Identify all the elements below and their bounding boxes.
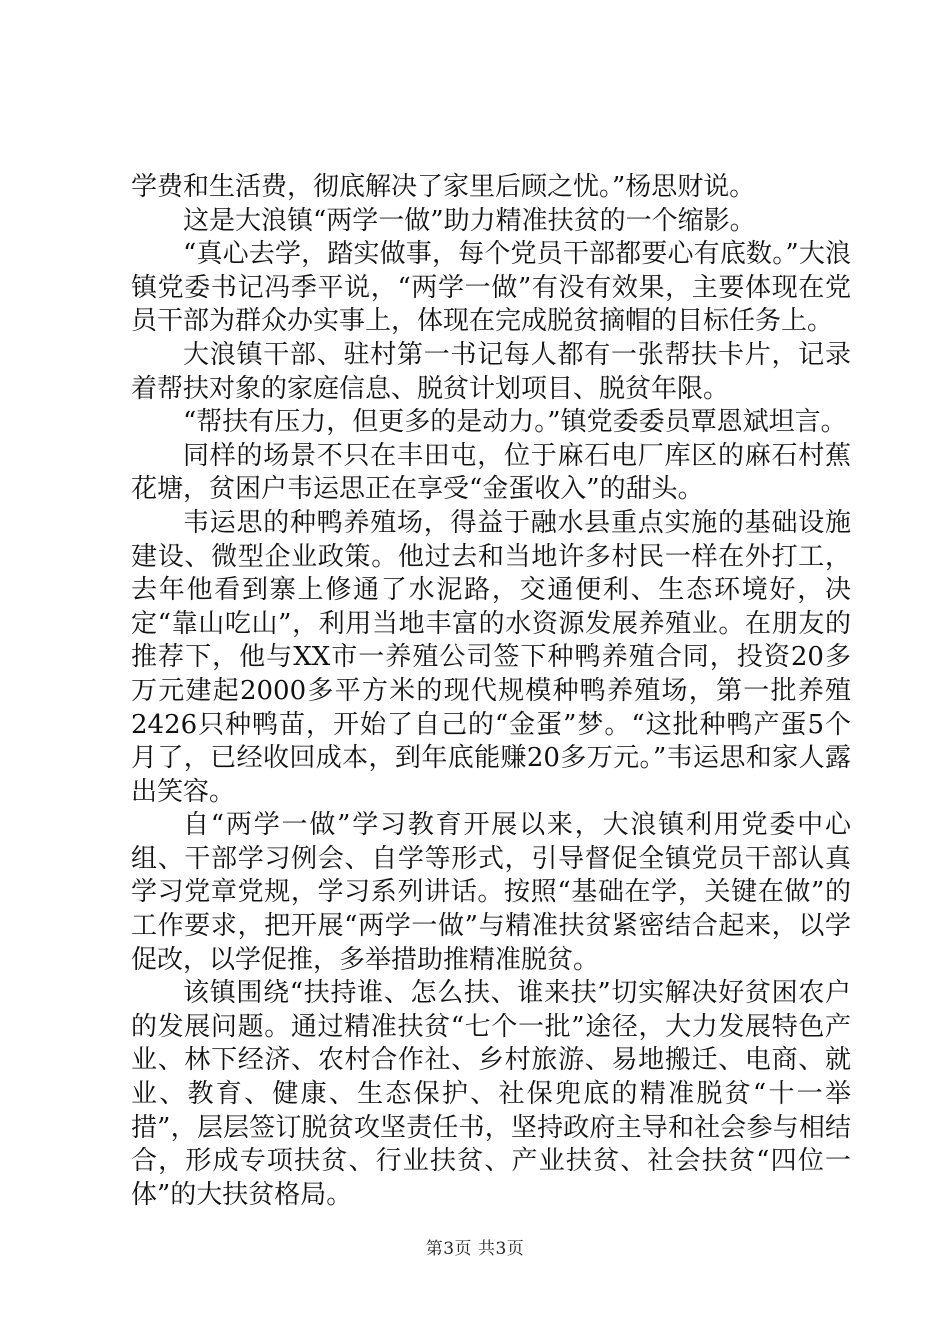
paragraph: 这是大浪镇“两学一做”助力精准扶贫的一个缩影。	[183, 205, 756, 236]
paragraph-continuation: 学费和生活费，彻底解决了家里后顾之忧。”杨思财说。	[131, 172, 756, 202]
paragraph: “帮扶有压力，但更多的是动力。”镇党委委员覃恩斌坦言。	[183, 407, 847, 438]
paragraph: 同样的场景不只在丰田屯，位于麻石电厂库区的麻石村蕉花塘，贫困户韦运思正在享受“金蛋收入”的甜头。	[131, 440, 851, 505]
paragraph: 自“两学一做”学习教育开展以来，大浪镇利用党委中心组、干部学习例会、自学等形式，引导督促全镇党员干部认真学习党章党规，学习系列讲话。按照“基础在学，关键在做”的工作要求，把开展“两学一做”与精准扶贫紧密结合起来，以学促改，以学促推，多举措助推精准脱贫。	[131, 810, 851, 975]
paragraph: 该镇围绕“扶持谁、怎么扶、谁来扶”切实解决好贫困农户的发展问题。通过精准扶贫“七个一批”途径，大力发展特色产业、林下经济、农村合作社、乡村旅游、易地搬迁、电商、就业、教育、健康、生态保护、社保兜底的精准脱贫“十一举措”，层层签订脱贫攻坚责任书，坚持政府主导和社会参与相结合，形成专项扶贫、行业扶贫、产业扶贫、社会扶贫“四位一体”的大扶贫格局。	[131, 978, 851, 1210]
document-body	[131, 171, 851, 1212]
paragraph: 韦运思的种鸭养殖场，得益于融水县重点实施的基础设施建设、微型企业政策。他过去和当地许多村民一样在外打工，去年他看到寨上修通了水泥路，交通便利、生态环境好，决定“靠山吃山”，利用当地丰富的水资源发展养殖业。在朋友的推荐下，他与XX市一养殖公司签下种鸭养殖合同，投资20多万元建起2000多平方米的现代规模种鸭养殖场，第一批养殖2426只种鸭苗，开始了自己的“金蛋”梦。“这批种鸭产蛋5个月了，已经收回成本，到年底能赚20多万元。”韦运思和家人露出笑容。	[131, 507, 851, 807]
page-number-footer: 第3页 共3页	[425, 1239, 525, 1259]
paragraph: 大浪镇干部、驻村第一书记每人都有一张帮扶卡片，记录着帮扶对象的家庭信息、脱贫计划项目、脱贫年限。	[131, 339, 851, 404]
paragraph: “真心去学，踏实做事，每个党员干部都要心有底数。”大浪镇党委书记冯季平说，“两学一做”有没有效果，主要体现在党员干部为群众办实事上，体现在完成脱贫摘帽的目标任务上。	[131, 239, 851, 337]
